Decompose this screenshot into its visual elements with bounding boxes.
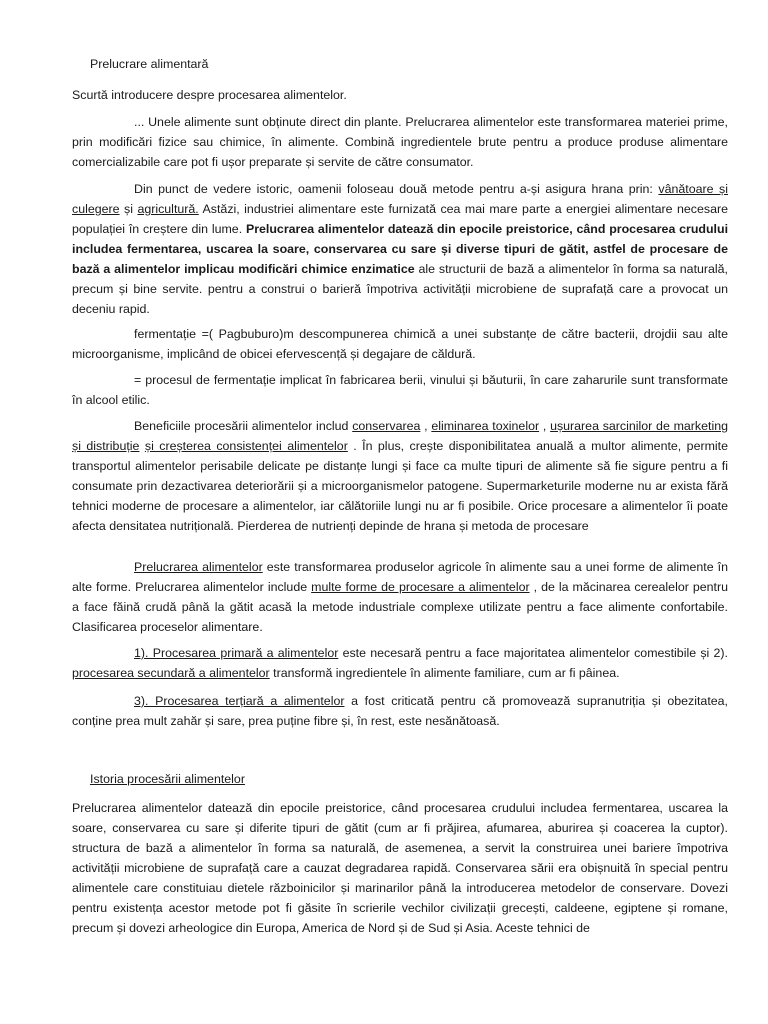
p2-bold-text: Prelucrarea alimentelor datează din epocile preistorice, când procesarea crudului includea fermentarea, uscarea la soare, conservarea cu sare și diverse tipuri de gătit, astfel de procesare de bază a alimentelor implicau modificări chimice enzimatice: [72, 222, 729, 276]
p6-text-a: este transformarea produselor agricole în alimente sau a unei forme de alimente în alte forme. Prelucrarea alimentelor include: [72, 560, 729, 594]
paragraph-fermentatie: fermentație =( Pagbuburo)m descompunerea chimică a unei substanțe de către bacterii, drojdii sau alte microorganisme, implicând de obicei efervescență și degajare de căldură.: [72, 327, 728, 361]
p5-text-a: Beneficiile procesării alimentelor includ: [134, 419, 353, 433]
p2-text-d: ale structurii de bază a alimentelor în forma sa naturală, precum și bine servite. pentru a construi o barieră împotriva activității microbiene de suprafață care a provocat un deceniu rapid.: [72, 262, 729, 316]
link-usurarea-sarcinilor[interactable]: ușurarea sarcinilor de marketing și distribuție: [72, 419, 728, 453]
link-procesarea-secundara[interactable]: procesarea secundară a alimentelor: [72, 666, 270, 680]
p8-text-a: a fost criticată pentru că promovează supranutriția și obezitatea, conține prea mult zahăr și sare, prea puține fibre și, în rest, este nesănătoasă.: [72, 694, 728, 728]
link-eliminarea-toxinelor[interactable]: eliminarea toxinelor: [431, 419, 540, 433]
link-vanatoare-culegere[interactable]: vânătoare și culegere: [72, 182, 728, 216]
link-procesarea-tertiara[interactable]: 3). Procesarea terțiară a alimentelor: [134, 694, 345, 708]
paragraph-1: ... Unele alimente sunt obținute direct din plante. Prelucrarea alimentelor este transformarea materiei prime, prin modificări fizice sau chimice, în alimente. Combină ingredientele brute pentru a produce produse alimentare comercializabile care pot fi ușor preparate și servite de către consumator.: [72, 115, 728, 169]
p5-sep-1: ,: [420, 419, 432, 433]
p7-text-b: transformă ingredientele în alimente familiare, cum ar fi pâinea.: [269, 666, 620, 680]
p2-text-a: Din punct de vedere istoric, oamenii foloseau două metode pentru a-și asigura hrana prin:: [134, 182, 659, 196]
paragraph-primara: [72, 643, 728, 683]
p5-text-b: . În plus, crește disponibilitatea anuală a multor alimente, permite transportul alimentelor perisabile delicate pe distanțe lungi și face ca multe tipuri de alimente să fie sigure pentru a fi consumate prin dezactivarea deteriorării și a microorganismelor patogene. Supermarketurile moderne nu ar exista fără tehnici moderne de procesare a alimentelor, iar călătoriile lungi nu ar fi posibile. Orice procesare a alimentelor îi poate afecta densitatea nutrițională. Pierderea de nutrienți depinde de hrana și metoda de procesare: [72, 439, 728, 533]
paragraph-beneficii: [72, 416, 728, 536]
link-multe-forme[interactable]: multe forme de procesare a alimentelor: [311, 580, 530, 594]
paragraph-fermentatie-2: = procesul de fermentație implicat în fabricarea berii, vinului și băuturii, în care zaharurile sunt transformate în alcool etilic.: [72, 373, 728, 407]
p2-text-c: Astăzi, industriei alimentare este furnizată cea mai mare parte a energiei alimentare necesare populației în creștere din lume.: [72, 202, 728, 236]
paragraph-istoria: Prelucrarea alimentelor datează din epocile preistorice, când procesarea crudului includea fermentarea, uscarea la soare, conservarea cu sare și diferite tipuri de gătit (cum ar fi prăjirea, afumarea, aburirea și coacerea la cuptor). structura de bază a alimentelor în forma sa naturală, de asemenea, a servit la construirea unei bariere împotriva activității microbiene de suprafață care a cauzat degradarea rapidă. Conservarea sării era obișnuită în special pentru alimentele care constituiau dietele războinicilor și marinarilor până la introducerea metodelor de conservare. Dovezi pentru existența acestor metode pot fi găsite în scrierile vechilor civilizații grecești, caldeene, egiptene și romane, precum și dovezi arheologice din Europa, America de Nord și de Sud și Asia. Aceste tehnici de: [72, 801, 728, 935]
link-conservarea[interactable]: conservarea: [352, 419, 421, 433]
link-cresterea-consistentei[interactable]: și creșterea consistenței alimentelor: [144, 439, 348, 453]
link-agricultura[interactable]: agricultură.: [137, 202, 199, 216]
link-procesarea-primara[interactable]: 1). Procesarea primară a alimentelor: [134, 646, 339, 660]
section-heading-istoria[interactable]: Istoria procesării alimentelor: [90, 772, 245, 786]
intro-line: Scurtă introducere despre procesarea alimentelor.: [72, 88, 347, 102]
paragraph-2: [72, 179, 728, 319]
paragraph-tertiara: [72, 691, 728, 731]
link-prelucrarea-alimentelor[interactable]: Prelucrarea alimentelor: [134, 560, 263, 574]
p7-text-a: este necesară pentru a face majoritatea alimentelor comestibile și 2).: [338, 646, 729, 660]
paragraph-prelucrarea: [72, 557, 728, 637]
document-title: Prelucrare alimentară: [90, 57, 209, 71]
p6-text-b: , de la măcinarea cerealelor pentru a face făină crudă până la gătit acasă la metode industriale complexe utilizate pentru a face alimente confortabile. Clasificarea proceselor alimentare.: [72, 580, 728, 634]
p5-sep-2: ,: [539, 419, 551, 433]
p2-text-b: și: [119, 202, 138, 216]
